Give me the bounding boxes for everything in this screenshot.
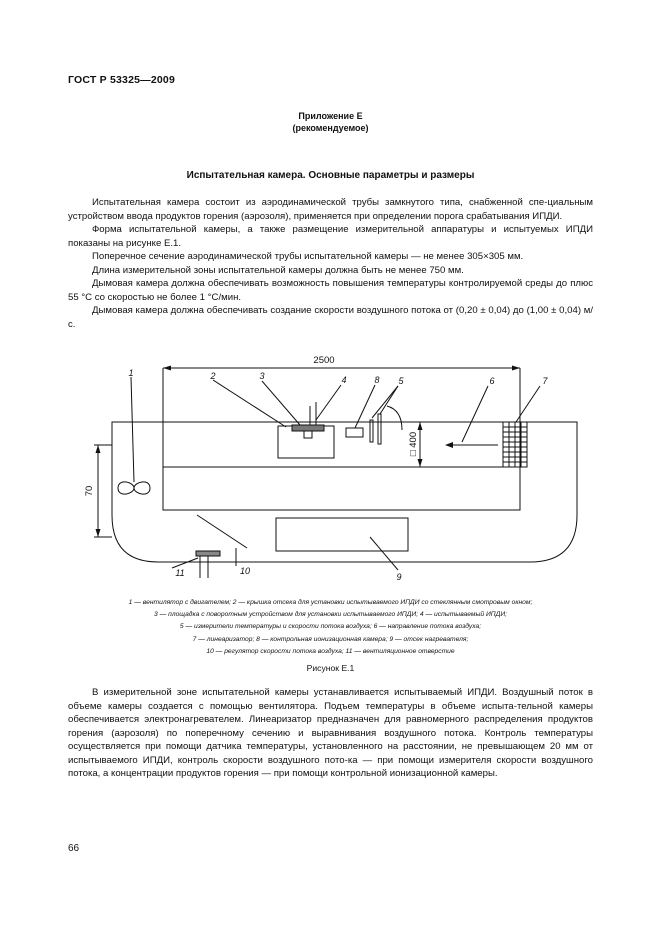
leader-2 [213, 380, 286, 427]
appendix-status: (рекомендуемое) [292, 123, 369, 133]
leader-11 [172, 558, 198, 568]
callout-10: 10 [239, 566, 251, 576]
callout-2: 2 [210, 371, 216, 381]
callout-6: 6 [489, 376, 495, 386]
page-number: 66 [68, 843, 80, 854]
intro-paragraph-1: Испытательная камера состоит из аэродинамической трубы замкнутого типа, снабженной спе-циальным устройством ввода продуктов горения (аэрозоля), применяется при определении порога срабатывания ИПДИ. [68, 197, 593, 222]
heater-compartment [276, 518, 408, 551]
meter-probe-2 [378, 414, 381, 444]
ionization-chamber [346, 428, 363, 437]
intro-paragraph-5: Дымовая камера должна обеспечивать возможность повышения температуры контролируемой среды до плюс 55 °С со скоростью не более 1 °С/мин. [68, 278, 593, 303]
leader-3 [262, 381, 300, 425]
vent-grille [196, 551, 220, 556]
rotating-platform [292, 425, 324, 431]
legend-line-5: 10 — регулятор скорости потока воздуха; 11 — вентиляционное отверстие [206, 647, 455, 655]
leader-1 [131, 377, 134, 482]
callout-3: 3 [259, 371, 265, 381]
figure-caption: Рисунок Е.1 [306, 663, 355, 673]
chamber-inner-divider [163, 467, 520, 510]
legend-line-4: 7 — линеаризатор; 8 — контрольная ионизационная камера; 9 — отсек нагревателя; [192, 635, 469, 643]
intro-paragraph-3: Поперечное сечение аэродинамической трубы испытательной камеры — не менее 305×305 мм. [92, 251, 524, 262]
dim-arrow-top [96, 445, 101, 453]
callout-8: 8 [374, 375, 380, 385]
dim-arrow-bottom [96, 529, 101, 537]
standard-header: ГОСТ Р 53325—2009 [68, 74, 176, 86]
intro-text [68, 196, 593, 331]
legend-line-1: 1 — вентилятор с двигателем; 2 — крышка отсека для установки испытываемого ИПДИ со стеклянным смотровым окном; [128, 599, 533, 606]
leader-9 [370, 537, 398, 570]
leader-6 [462, 386, 488, 442]
intro-paragraph-6: Дымовая камера должна обеспечивать создание скорости воздушного потока от (0,20 ± 0,04) до (1,00 ± 0,04) м/с. [68, 305, 593, 330]
leader-5a [372, 386, 398, 418]
flow-regulator [197, 515, 247, 548]
conclusion-paragraph: В измерительной зоне испытательной камеры устанавливается испытываемый ИПДИ. Воздушный поток в объеме камеры создается с помощью вентилятора. Подъем температуры в объеме испыта-тельной камеры обеспечивается электронагревателем. Линеаризатор предназначен для равномерного распределения продуктов горения (аэрозоля) по поперечному сечению и выравнивания воздушного потока. Контроль температуры осуществляется при помощи датчика температуры, установленного на расстоянии, не превышающем 20 мм от испытываемого ИПДИ, контроль скорости воздушного пото-ка — при помощи измерителя скорости воздушного потока, а концентрации продуктов горения — при помощи контрольной ионизационной камеры. [68, 687, 593, 779]
callout-7: 7 [542, 376, 548, 386]
callout-11: 11 [175, 568, 185, 578]
test-chamber-diagram [0, 350, 661, 590]
callout-5: 5 [398, 376, 404, 386]
legend-line-2: 3 — площадка с поворотным устройством для установки испытываемого ИПДИ; 4 — испытываемый ИПДИ; [154, 611, 507, 619]
section-arrow-bottom [418, 459, 423, 467]
legend-line-3: 5 — измерители температуры и скорости потока воздуха; 6 — направление потока воздуха; [179, 623, 482, 631]
dim-section-label: □ 400 [408, 431, 419, 457]
fan-icon [118, 482, 150, 494]
conclusion-text [68, 686, 593, 781]
intro-paragraph-2: Форма испытательной камеры, а также размещение измерительной аппаратуры и испытуемых ИПДИ показаны на рисунке Е.1. [68, 224, 593, 249]
chamber-outer-wall [112, 422, 577, 562]
appendix-label: Приложение Е [298, 111, 363, 121]
meter-probe-1 [370, 420, 373, 442]
dim-arrow-left [163, 366, 171, 371]
intro-paragraph-4: Длина измерительной зоны испытательной камеры должна быть не менее 750 мм. [92, 264, 464, 276]
figure-legend [60, 597, 601, 658]
callout-1: 1 [128, 368, 134, 378]
section-title: Испытательная камера. Основные параметры и размеры [186, 170, 475, 181]
detector-mount [304, 431, 312, 438]
callout-9: 9 [396, 572, 402, 582]
leader-4 [316, 385, 341, 420]
dim-arrow-right [512, 366, 520, 371]
flow-arrowhead [445, 442, 453, 448]
dim-height-label: 70 [84, 485, 95, 497]
dim-length-label: 2500 [313, 355, 335, 366]
callout-4: 4 [341, 375, 347, 385]
section-arrow-top [418, 422, 423, 430]
meter-cable [387, 406, 402, 430]
